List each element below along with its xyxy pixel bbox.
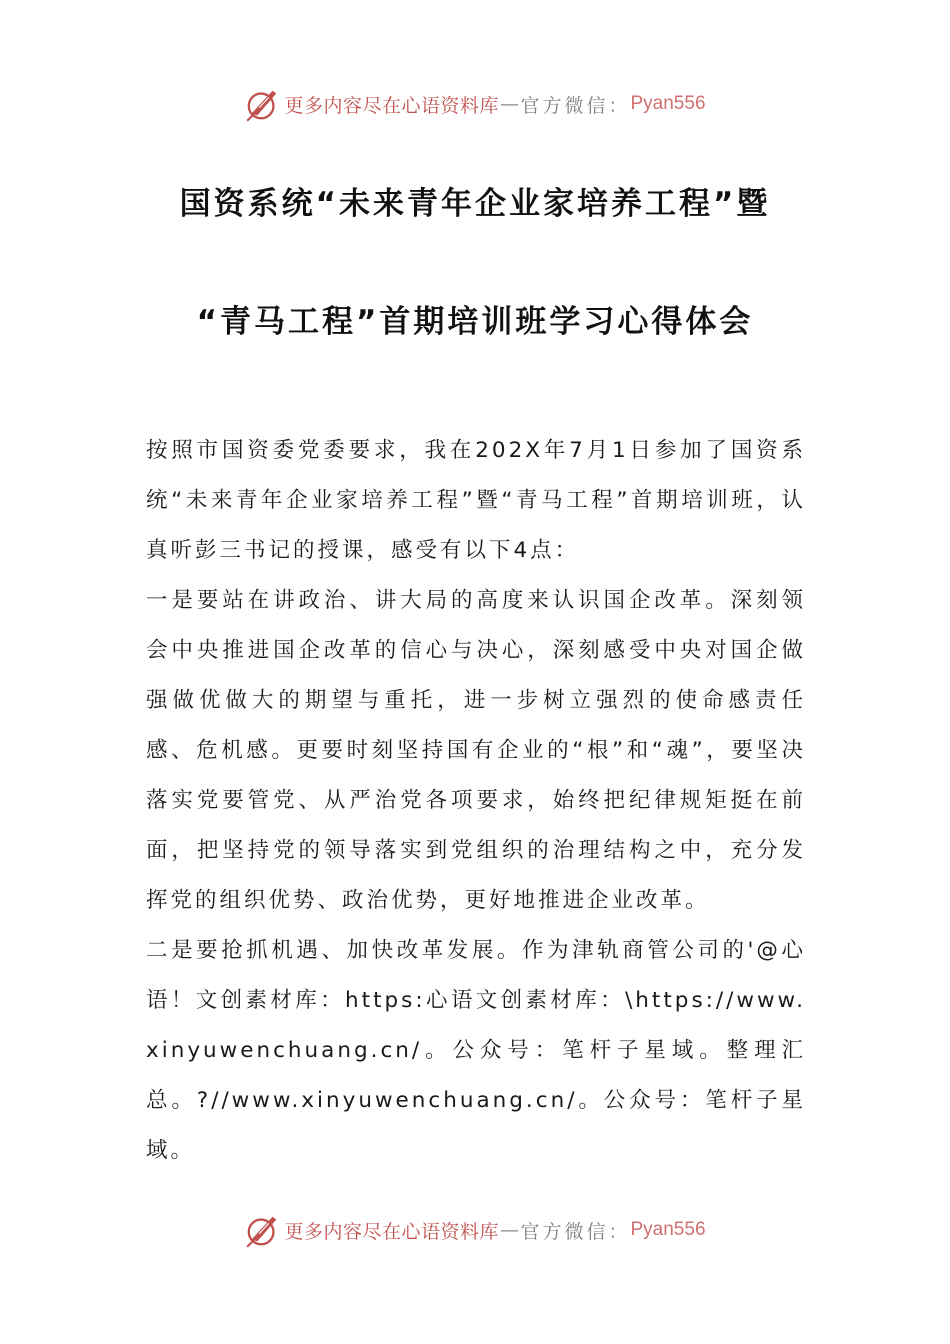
watermark-site-text: 更多内容尽在心语资料库 [284, 1220, 499, 1243]
watermark-site-text: 更多内容尽在心语资料库 [284, 94, 499, 117]
footer-watermark [0, 1208, 950, 1252]
watermark-dash: — [499, 93, 520, 115]
watermark-wechat-label: 官方微信： [520, 94, 631, 117]
body-paragraph-2: 一是要站在讲政治、讲大局的高度来认识国企改革。深刻领会中央推进国企改革的信心与决心，深刻感受中央对国企做强做优做大的期望与重托，进一步树立强烈的使命感责任感、危机感。更要时刻坚持国有企业的“根”和“魂”，要坚决落实党要管党、从严治党各项要求，始终把纪律规矩挺在前面，把坚持党的领导落实到党组织的治理结构之中，充分发挥党的组织优势、政治优势，更好地推进企业改革。 [146, 588, 806, 913]
body-paragraph-1: 按照市国资委党委要求，我在202X年7月1日参加了国资系统“未来青年企业家培养工程”暨“青马工程”首期培训班，认真听彭三书记的授课，感受有以下4点： [146, 438, 806, 563]
header-watermark [0, 82, 950, 126]
watermark-dash: — [499, 1219, 520, 1241]
body-paragraph-3: 二是要抢抓机遇、加快改革发展。作为津轨商管公司的'@心语！文创素材库：https:心语文创素材库：\https://www.xinyuwenchuang.cn/。公众号：笔杆子星域。整理汇总。?//www.xinyuwenchuang.cn/。公众号：笔杆子星域。 [146, 938, 806, 1163]
document-title-line-1: 国资系统“未来青年企业家培养工程”暨 [179, 186, 771, 222]
watermark-wechat-label: 官方微信： [520, 1220, 631, 1243]
document-body [146, 426, 806, 1176]
quill-logo-icon [244, 85, 282, 123]
watermark-wechat-id: Pyan556 [630, 1219, 706, 1240]
document-title-line-2: “青马工程”首期培训班学习心得体会 [196, 304, 754, 340]
quill-logo-icon [244, 1211, 282, 1249]
watermark-wechat-id: Pyan556 [630, 93, 706, 114]
